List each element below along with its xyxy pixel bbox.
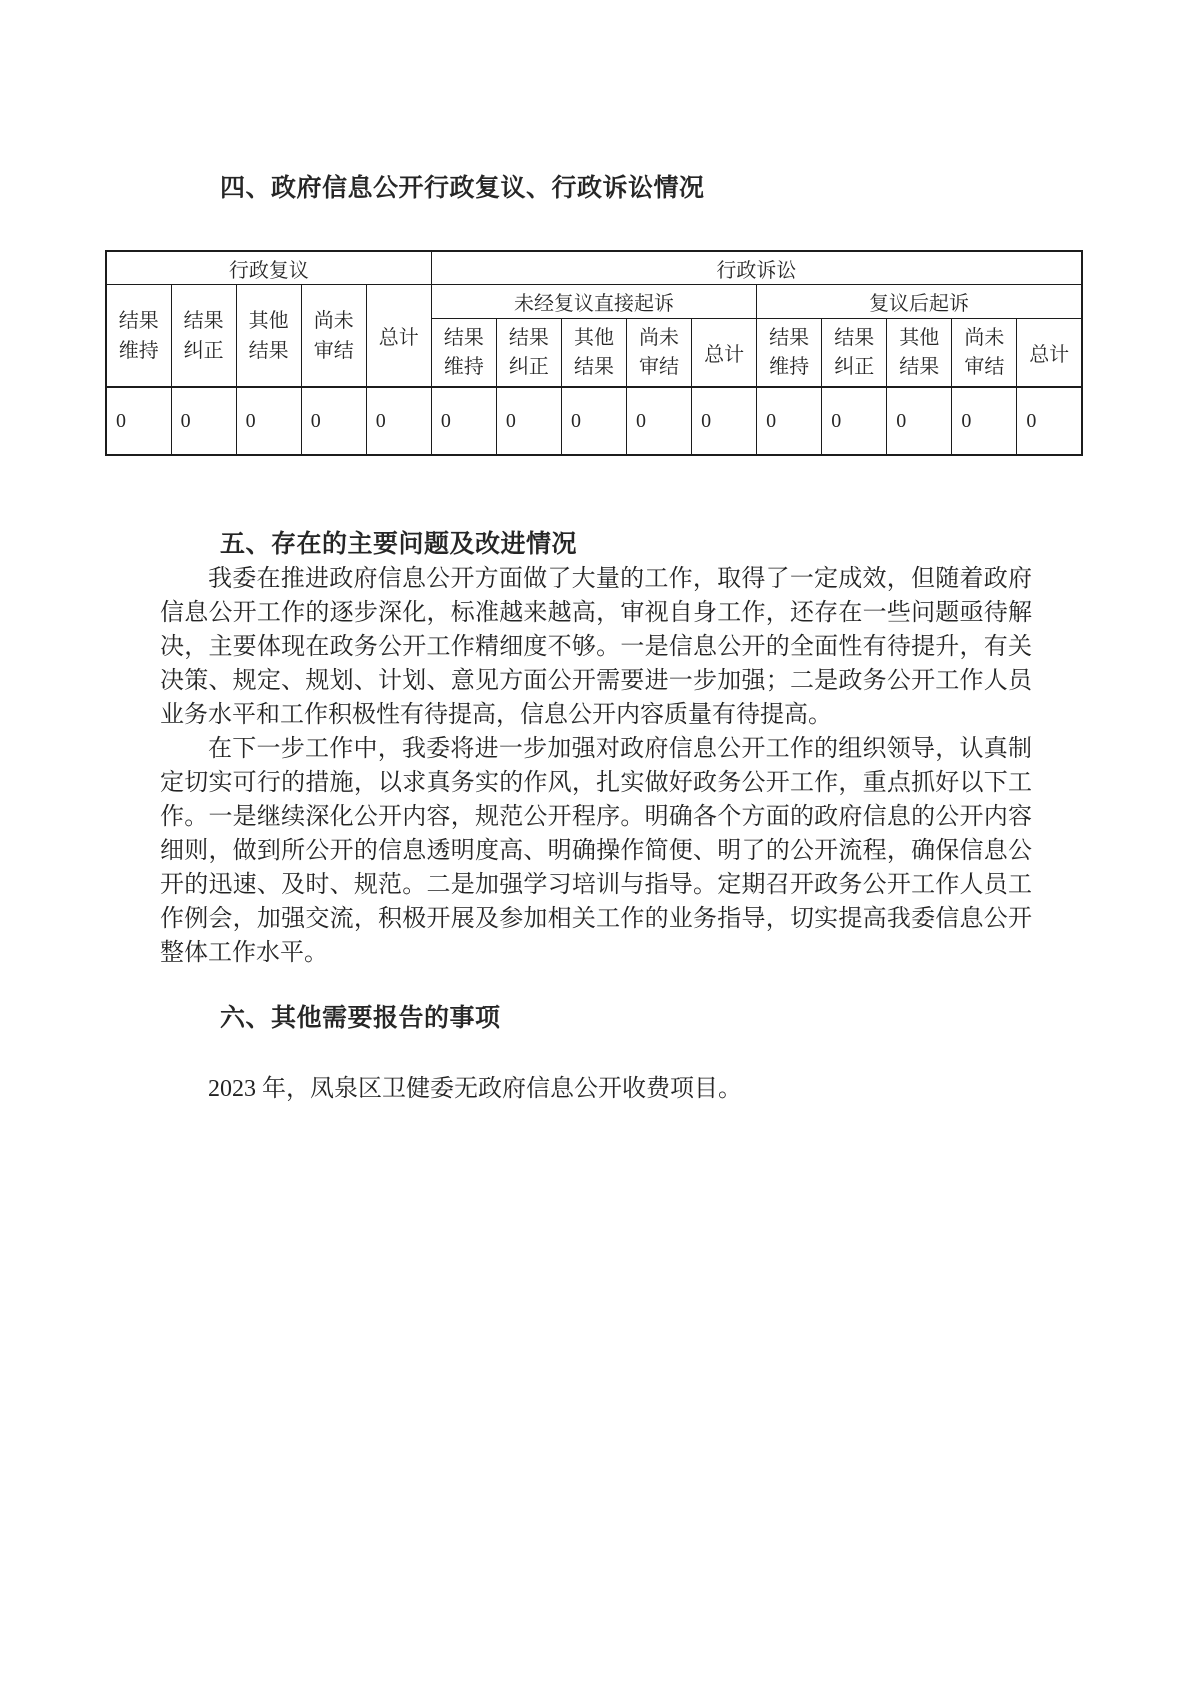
header-line: 审结	[639, 355, 680, 378]
direct-lawsuit-subgroup-header: 未经复议直接起诉	[431, 285, 756, 319]
header-line: 审结	[964, 355, 1005, 378]
table-group-header-row	[106, 251, 1082, 285]
litigation-group-header: 行政诉讼	[431, 251, 1082, 285]
value-cell: 0	[561, 387, 626, 455]
review-col-result-corrected	[171, 285, 236, 388]
direct-col-not-concluded	[627, 319, 692, 388]
value-cell: 0	[496, 387, 561, 455]
direct-col-result-corrected	[496, 319, 561, 388]
section4-heading: 四、政府信息公开行政复议、行政诉讼情况	[220, 175, 705, 202]
section5-paragraph-1: 我委在推进政府信息公开方面做了大量的工作，取得了一定成效，但随着政府信息公开工作的逐步深化，标准越来越高，审视自身工作，还存在一些问题亟待解决，主要体现在政务公开工作精细度不够。一是信息公开的全面性有待提升，有关决策、规定、规划、计划、意见方面公开需要进一步加强；二是政务公开工作人员业务水平和工作积极性有待提高，信息公开内容质量有待提高。	[160, 566, 1032, 728]
section6-paragraph: 2023 年，凤泉区卫健委无政府信息公开收费项目。	[208, 1076, 742, 1102]
post-col-total: 总计	[1017, 319, 1082, 388]
post-col-not-concluded	[952, 319, 1017, 388]
admin-review-litigation-table	[105, 250, 1083, 456]
value-cell: 0	[692, 387, 757, 455]
header-line: 结果	[834, 326, 875, 349]
direct-col-total: 总计	[692, 319, 757, 388]
header-line: 尚未	[639, 326, 680, 349]
header-line: 结果	[899, 355, 940, 378]
header-line: 其他	[899, 326, 940, 349]
table-subgroup-header-row	[106, 285, 1082, 319]
header-line: 结果	[508, 326, 549, 349]
review-col-total: 总计	[366, 285, 431, 388]
section5-paragraph-2: 在下一步工作中，我委将进一步加强对政府信息公开工作的组织领导，认真制定切实可行的措施，以求真务实的作风，扎实做好政务公开工作，重点抓好以下工作。一是继续深化公开内容，规范公开程序。明确各个方面的政府信息的公开内容细则，做到所公开的信息透明度高、明确操作简便、明了的公开流程，确保信息公开的迅速、及时、规范。二是加强学习培训与指导。定期召开政务公开工作人员工作例会，加强交流，积极开展及参加相关工作的业务指导，切实提高我委信息公开整体工作水平。	[160, 736, 1032, 966]
value-cell: 0	[1017, 387, 1082, 455]
value-cell: 0	[171, 387, 236, 455]
header-line: 其他	[248, 309, 289, 332]
header-line: 审结	[313, 339, 354, 362]
review-col-not-concluded	[301, 285, 366, 388]
direct-col-result-upheld	[431, 319, 496, 388]
header-line: 结果	[573, 355, 614, 378]
value-cell: 0	[952, 387, 1017, 455]
direct-col-other-result	[561, 319, 626, 388]
value-cell: 0	[106, 387, 171, 455]
header-line: 结果	[183, 309, 224, 332]
post-col-result-upheld	[757, 319, 822, 388]
post-col-result-corrected	[822, 319, 887, 388]
value-cell: 0	[757, 387, 822, 455]
header-line: 纠正	[508, 355, 549, 378]
section6-heading: 六、其他需要报告的事项	[220, 1005, 501, 1032]
value-cell: 0	[887, 387, 952, 455]
review-col-other-result	[236, 285, 301, 388]
value-cell: 0	[301, 387, 366, 455]
value-cell: 0	[822, 387, 887, 455]
value-cell: 0	[236, 387, 301, 455]
table-values-row	[106, 387, 1082, 455]
section5-body	[160, 562, 1032, 970]
value-cell: 0	[627, 387, 692, 455]
header-line: 纠正	[834, 355, 875, 378]
section5-heading: 五、存在的主要问题及改进情况	[220, 531, 578, 558]
header-line: 结果	[769, 326, 810, 349]
value-cell: 0	[431, 387, 496, 455]
header-line: 维持	[769, 355, 810, 378]
post-col-other-result	[887, 319, 952, 388]
review-col-result-upheld	[106, 285, 171, 388]
header-line: 维持	[443, 355, 484, 378]
header-line: 结果	[443, 326, 484, 349]
header-line: 尚未	[964, 326, 1005, 349]
post-review-lawsuit-subgroup-header: 复议后起诉	[757, 285, 1082, 319]
value-cell: 0	[366, 387, 431, 455]
header-line: 结果	[248, 339, 289, 362]
header-line: 纠正	[183, 339, 224, 362]
header-line: 尚未	[313, 309, 354, 332]
review-group-header: 行政复议	[106, 251, 431, 285]
header-line: 其他	[573, 326, 614, 349]
header-line: 结果	[118, 309, 159, 332]
header-line: 维持	[118, 339, 159, 362]
